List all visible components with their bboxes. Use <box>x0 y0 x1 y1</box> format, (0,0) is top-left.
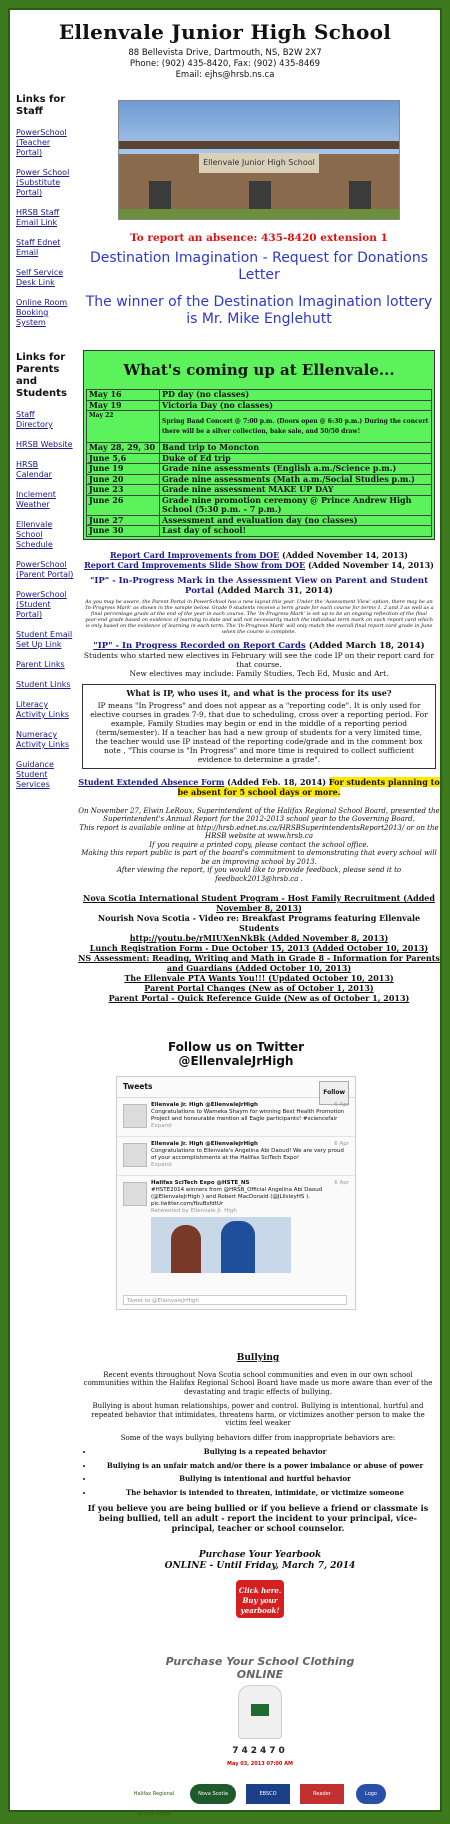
ip-mark-text: As you may be aware, the Parent Portal in PowerSchool has a new layout this year. Under the 'Assessment View' option, there may be an 'In-Progress Mark' as shown in the sample below. Grade 9 students receive a term grade for each course for terms 1, 2 and 3 as well as a final percentage grade at the end of the year in each course. The 'In-Progress Mark' is set up to be an ongoing reflection of the final year-end grade based on evidence of learning to date and will not necessarily match the individual term mark on each report card which is only based on the evidence of learning in each term. The 'In-Progress Mark' will only match the overall final report card grade in June when the course is complete. <box>84 598 434 635</box>
avatar <box>123 1104 147 1128</box>
event-description: PD day (no classes) <box>160 390 432 401</box>
event-date: June 26 <box>87 495 160 515</box>
event-row <box>87 526 432 537</box>
news-links <box>78 893 440 1003</box>
event-date: June 19 <box>87 464 160 475</box>
event-description: Assessment and evaluation day (no classes) <box>160 515 432 526</box>
twitter-section <box>116 1040 356 1310</box>
bullying-paragraph-2: Bullying is about human relationships, power and control. Bullying is intentional, hurtful and repeated behavior that intimidates, threatens harm, or victimizes another person to make the victim feel weaker <box>91 1402 425 1427</box>
sidebar-link-school-schedule[interactable]: Ellenvale School Schedule <box>16 520 53 549</box>
main-content <box>78 100 440 1003</box>
event-row <box>87 453 432 464</box>
news-item: Nourish Nova Scotia - Video re: Breakfast Programs featuring Ellenvale Students <box>97 913 421 933</box>
visit-counter: 742470 <box>232 1746 288 1756</box>
superintendent-line-1: On November 27, Elwin LeRoux, Superintendent of the Halifax Regional School Board, presented the Superintendent's Annual Report for the 2012-2013 school year to the Governing Board. <box>78 806 440 823</box>
sidebar-link-powerschool-substitute[interactable]: Power School (Substitute Portal) <box>16 168 70 197</box>
tweet-expand[interactable]: Expand <box>151 1162 172 1168</box>
bullying-heading: Bullying <box>236 1353 280 1363</box>
absence-form-row <box>78 777 440 797</box>
tweet-time: 6 Apr <box>334 1102 349 1108</box>
event-row <box>87 464 432 475</box>
bullying-list-item: • Bullying is intentional and hurtful behavior <box>94 1475 436 1484</box>
clothing-section <box>160 1655 360 1771</box>
reader-logo[interactable]: Reader <box>300 1784 344 1804</box>
news-item[interactable]: Parent Portal - Quick Reference Guide (New as of October 1, 2013) <box>108 993 410 1003</box>
event-description: Spring Band Concert @ 7:00 p.m. (Doors open @ 6:30 p.m.) During the concert there will be a silver collection, bake sale, and 50/50 draw! <box>160 411 432 443</box>
sidebar <box>16 88 74 800</box>
event-row <box>87 400 432 411</box>
tweet-expand[interactable]: Expand <box>151 1123 172 1129</box>
sidebar-link-student-email[interactable]: Student Email Set Up Link <box>16 630 73 649</box>
event-row <box>87 390 432 401</box>
event-row <box>87 443 432 454</box>
tweet-input[interactable]: Tweet to @EllenvaleJrHigh <box>123 1295 347 1305</box>
tweet-author[interactable]: Halifax SciTech Expo @HSTE_NS <box>151 1180 250 1186</box>
footer-logos <box>10 1780 440 1817</box>
tweet-photo[interactable] <box>151 1217 291 1273</box>
ip-info-heading: What is IP, who uses it, and what is the process for its use? <box>126 687 392 698</box>
sidebar-link-staff-directory[interactable]: Staff Directory <box>16 410 53 429</box>
tweet-author[interactable]: Ellenvale Jr. High @EllenvaleJrHigh <box>151 1141 258 1147</box>
photo-person <box>221 1221 255 1273</box>
visit-counter-date: May 03, 2013 07:00 AM <box>227 1761 293 1767</box>
tweet-text: #HSTE2014 winners from @HRSB_Official Angelina Abi Daoud (@EllenvaleJrHigh ) and Robert MacDonald (@JLIlsleyHS ). pic.twitter.com/fbuBsfdtUr <box>151 1187 323 1207</box>
clothing-line-2: ONLINE <box>236 1668 284 1681</box>
destination-winner: The winner of the Destination Imagination lottery is Mr. Mike Englehutt <box>85 294 433 327</box>
school-name: Ellenvale Junior High School <box>58 20 392 44</box>
nova-scotia-logo[interactable]: Nova Scotia <box>190 1784 236 1804</box>
event-row <box>87 474 432 485</box>
report-card-links <box>78 550 440 570</box>
absence-form-note: For students planning to be absent for 5 school days or more. <box>177 776 440 797</box>
event-date: June 5,6 <box>87 453 160 464</box>
event-description: Victoria Day (no classes) <box>160 400 432 411</box>
photo-person <box>171 1225 201 1273</box>
event-date: May 22 <box>87 411 160 443</box>
sidebar-link-parent-links[interactable]: Parent Links <box>16 660 65 669</box>
bullying-list-item: • Bullying is a repeated behavior <box>94 1448 436 1457</box>
coming-up-box <box>83 350 435 540</box>
ip-recorded-text-1: Students who started new electives in February will see the code IP on their report card for that course. <box>83 650 435 669</box>
bullying-paragraph-1: Recent events throughout Nova Scotia school communities and even in our own school communities within the Halifax Regional School Board have made us more aware than ever of the devastating and tragic effects of bullying. <box>83 1370 433 1396</box>
tweet-time: 6 Apr <box>334 1180 349 1186</box>
event-description: Band trip to Moncton <box>160 443 432 454</box>
superintendent-line-3: If you require a printed copy, please contact the school office. <box>149 840 369 849</box>
partner-logo[interactable]: Logo <box>356 1784 386 1804</box>
staff-links-heading: Links for Staff <box>16 94 66 117</box>
sidebar-link-self-service-desk[interactable]: Self Service Desk Link <box>16 268 64 287</box>
report-card-date-2: (Added November 14, 2013) <box>307 559 434 570</box>
news-item[interactable]: The Ellenvale PTA Wants You!!! (Updated October 10, 2013) <box>124 973 394 983</box>
absence-form-link[interactable]: Student Extended Absence Form <box>78 776 225 787</box>
photo-roof <box>119 141 399 149</box>
twitter-widget <box>116 1076 356 1310</box>
twitter-follow-button[interactable]: Follow <box>319 1081 349 1105</box>
yearbook-line-2: ONLINE - Until Friday, March 7, 2014 <box>164 1561 356 1571</box>
bullying-final: If you believe you are being bullied or if you believe a friend or classmate is being bullied, tell an adult - report the incident to your principal, vice-principal, teacher or school counselor. <box>87 1503 429 1533</box>
event-description: Grade nine assessments (English a.m./Science p.m.) <box>160 464 432 475</box>
tweet-retweeted: Retweeted by Ellenvale Jr. High <box>151 1208 237 1214</box>
photo-grass <box>119 209 399 219</box>
clothing-line-1: Purchase Your School Clothing <box>165 1655 355 1668</box>
sidebar-link-student-links[interactable]: Student Links <box>16 680 71 689</box>
tweet-author[interactable]: Ellenvale Jr. High @EllenvaleJrHigh <box>151 1102 258 1108</box>
absence-form-date: (Added Feb. 18, 2014) <box>227 776 327 787</box>
ip-info-box <box>82 684 436 769</box>
event-date: June 23 <box>87 485 160 496</box>
event-description: Grade nine promotion ceremony @ Prince Andrew High School (5:30 p.m. - 7 p.m.) <box>160 495 432 515</box>
event-description: Grade nine assessment MAKE UP DAY <box>160 485 432 496</box>
school-photo <box>118 100 400 220</box>
sidebar-link-powerschool-student[interactable]: PowerSchool (Student Portal) <box>16 590 67 619</box>
report-card-slideshow-link[interactable]: Report Card Improvements Slide Show from DOE <box>84 559 306 570</box>
tweet-text: Congratulations to Ellenvale's Angelina Abi Daoud! We are very proud of your accomplishments at the Halifax SciTech Expo! <box>151 1148 344 1161</box>
sidebar-link-staff-ednet-email[interactable]: Staff Ednet Email <box>16 238 61 257</box>
superintendent-line-4: Making this report public is part of the board's commitment to demonstrating that every school will be an improving school by 2013. <box>81 849 437 866</box>
yearbook-button[interactable]: Click here. Buy your yearbook! <box>236 1580 284 1618</box>
event-row <box>87 495 432 515</box>
bullying-list-item: • The behavior is intended to threaten, intimidate, or victimize someone <box>94 1489 436 1498</box>
school-phone: Phone: (902) 435-8420, Fax: (902) 435-8469 <box>129 59 321 69</box>
ip-recorded-title <box>78 641 440 651</box>
event-description: Last day of school! <box>160 526 432 537</box>
sidebar-link-hrsb-website[interactable]: HRSB Website <box>16 440 73 449</box>
header <box>10 10 440 81</box>
yearbook-line-1: Purchase Your Yearbook <box>198 1550 322 1560</box>
bullying-list-item: • Bullying is an unfair match and/or there is a power imbalance or abuse of power <box>94 1462 436 1471</box>
sidebar-link-powerschool-parent[interactable]: PowerSchool (Parent Portal) <box>16 560 74 579</box>
news-item[interactable]: Parent Portal Changes (New as of October 1, 2013) <box>144 983 374 993</box>
tweets-label: Tweets <box>123 1082 153 1091</box>
absence-line: To report an absence: 435-8420 extension 1 <box>130 232 388 244</box>
tweet[interactable] <box>117 1137 355 1176</box>
sidebar-link-guidance[interactable]: Guidance Student Services <box>16 760 54 789</box>
ip-recorded-text-2: New electives may include: Family Studies, Tech Ed, Music and Art. <box>129 668 389 678</box>
news-item[interactable]: NS Assessment: Reading, Writing and Math in Grade 8 - Information for Parents and Guardians (Added October 10, 2013) <box>78 953 440 973</box>
avatar <box>123 1182 147 1206</box>
ip-mark-title <box>78 576 440 596</box>
report-card-improvements-link[interactable]: Report Card Improvements from DOE <box>110 549 280 560</box>
tweet[interactable] <box>117 1098 355 1137</box>
sidebar-link-powerschool-teacher[interactable]: PowerSchool (Teacher Portal) <box>16 128 67 157</box>
sidebar-link-literacy[interactable]: Literacy Activity Links <box>16 700 70 719</box>
photo-sign: Ellenvale Junior High School <box>199 153 319 173</box>
event-row <box>87 411 432 443</box>
event-date: May 19 <box>87 400 160 411</box>
news-item[interactable]: http://youtu.be/rMIUXenNkBk (Added November 8, 2013) <box>129 933 389 943</box>
school-address: 88 Bellevista Drive, Dartmouth, NS, B2W 2X7 <box>128 48 322 58</box>
ip-mark-link[interactable]: "IP" - In-Progress Mark in the Assessment View on Parent and Student Portal <box>89 575 429 596</box>
superintendent-report <box>78 807 440 884</box>
superintendent-line-2[interactable]: This report is available online at http://hrsb.ednet.ns.ca/HRSBSuperintendentsReport2013/ or on the HRSB website at www.hrsb.ca <box>79 823 439 840</box>
event-date: June 20 <box>87 474 160 485</box>
coming-up-title: What's coming up at Ellenvale... <box>123 361 395 379</box>
news-item[interactable]: Lunch Registration Form - Due October 15, 2013 (Added October 10, 2013) <box>89 943 429 953</box>
hrsb-logo[interactable]: Halifax Regional School Board <box>130 1784 178 1804</box>
bullying-paragraph-3: Some of the ways bullying behaviors differ from inappropriate behaviors are: <box>120 1433 396 1442</box>
avatar <box>123 1143 147 1167</box>
tweet[interactable] <box>117 1176 355 1277</box>
tweet-text: Congratulations to Wameka Shaym for winning Best Health Promotion Project and honourable mention all Eagle participants! #sciencefair <box>151 1109 345 1122</box>
sidebar-link-hrsb-staff-email[interactable]: HRSB Staff Email Link <box>16 208 60 227</box>
report-card-date-1: (Added November 14, 2013) <box>282 549 408 560</box>
event-description: Grade nine assessments (Math a.m./Social Studies p.m.) <box>160 474 432 485</box>
hoodie-badge <box>251 1704 269 1716</box>
ip-mark-date: (Added March 31, 2014) <box>217 585 333 596</box>
bullying-section <box>80 1354 436 1533</box>
twitter-widget-title <box>117 1077 355 1098</box>
event-date: June 30 <box>87 526 160 537</box>
ip-info-text: IP means "In Progress" and does not appear as a "reporting code". It is only used for elective courses in grades 7-9, that due to scheduling, cross over a reporting period. For example, Family Studies may begin or end in the middle of a reporting period (term/semester). If a teacher has had a new group of students for a very limited time, the teacher would use IP instead of the reporting code/grade and in the comment box note , "This course is "In Progress" and more time is required to collect sufficient evidence to determine a grade". <box>90 700 428 764</box>
page-container <box>8 8 442 1817</box>
hoodie-image[interactable] <box>238 1685 282 1739</box>
yearbook-section <box>160 1550 360 1618</box>
sidebar-link-room-booking[interactable]: Online Room Booking System <box>16 298 68 327</box>
ebsco-logo[interactable]: EBSCO <box>246 1784 290 1804</box>
news-item[interactable]: Nova Scotia International Student Program - Host Family Recruitment (Added November 8, 2013) <box>83 893 435 913</box>
ip-recorded-date: (Added March 18, 2014) <box>308 640 425 651</box>
sidebar-link-inclement-weather[interactable]: Inclement Weather <box>16 490 56 509</box>
tweet-time: 6 Apr <box>334 1141 349 1147</box>
sidebar-link-hrsb-calendar[interactable]: HRSB Calendar <box>16 460 52 479</box>
destination-request-link[interactable]: Destination Imagination - Request for Donations Letter <box>89 250 429 283</box>
parents-links-heading: Links for Parents and Students <box>16 352 67 399</box>
superintendent-line-5[interactable]: After viewing the report, if you would like to provide feedback, please send it to feedback2013@hrsb.ca . <box>116 866 402 883</box>
event-row <box>87 485 432 496</box>
school-email: Email: ejhs@hrsb.ns.ca <box>175 70 275 80</box>
twitter-heading: Follow us on Twitter @EllenvaleJrHigh <box>167 1040 305 1068</box>
sidebar-link-numeracy[interactable]: Numeracy Activity Links <box>16 730 70 749</box>
events-table <box>86 389 432 537</box>
bullying-list <box>80 1448 436 1497</box>
event-row <box>87 515 432 526</box>
event-date: June 27 <box>87 515 160 526</box>
event-description: Duke of Ed trip <box>160 453 432 464</box>
ip-recorded-link[interactable]: "IP" - In Progress Recorded on Report Cards <box>93 640 306 651</box>
event-date: May 16 <box>87 390 160 401</box>
event-date: May 28, 29, 30 <box>87 443 160 454</box>
